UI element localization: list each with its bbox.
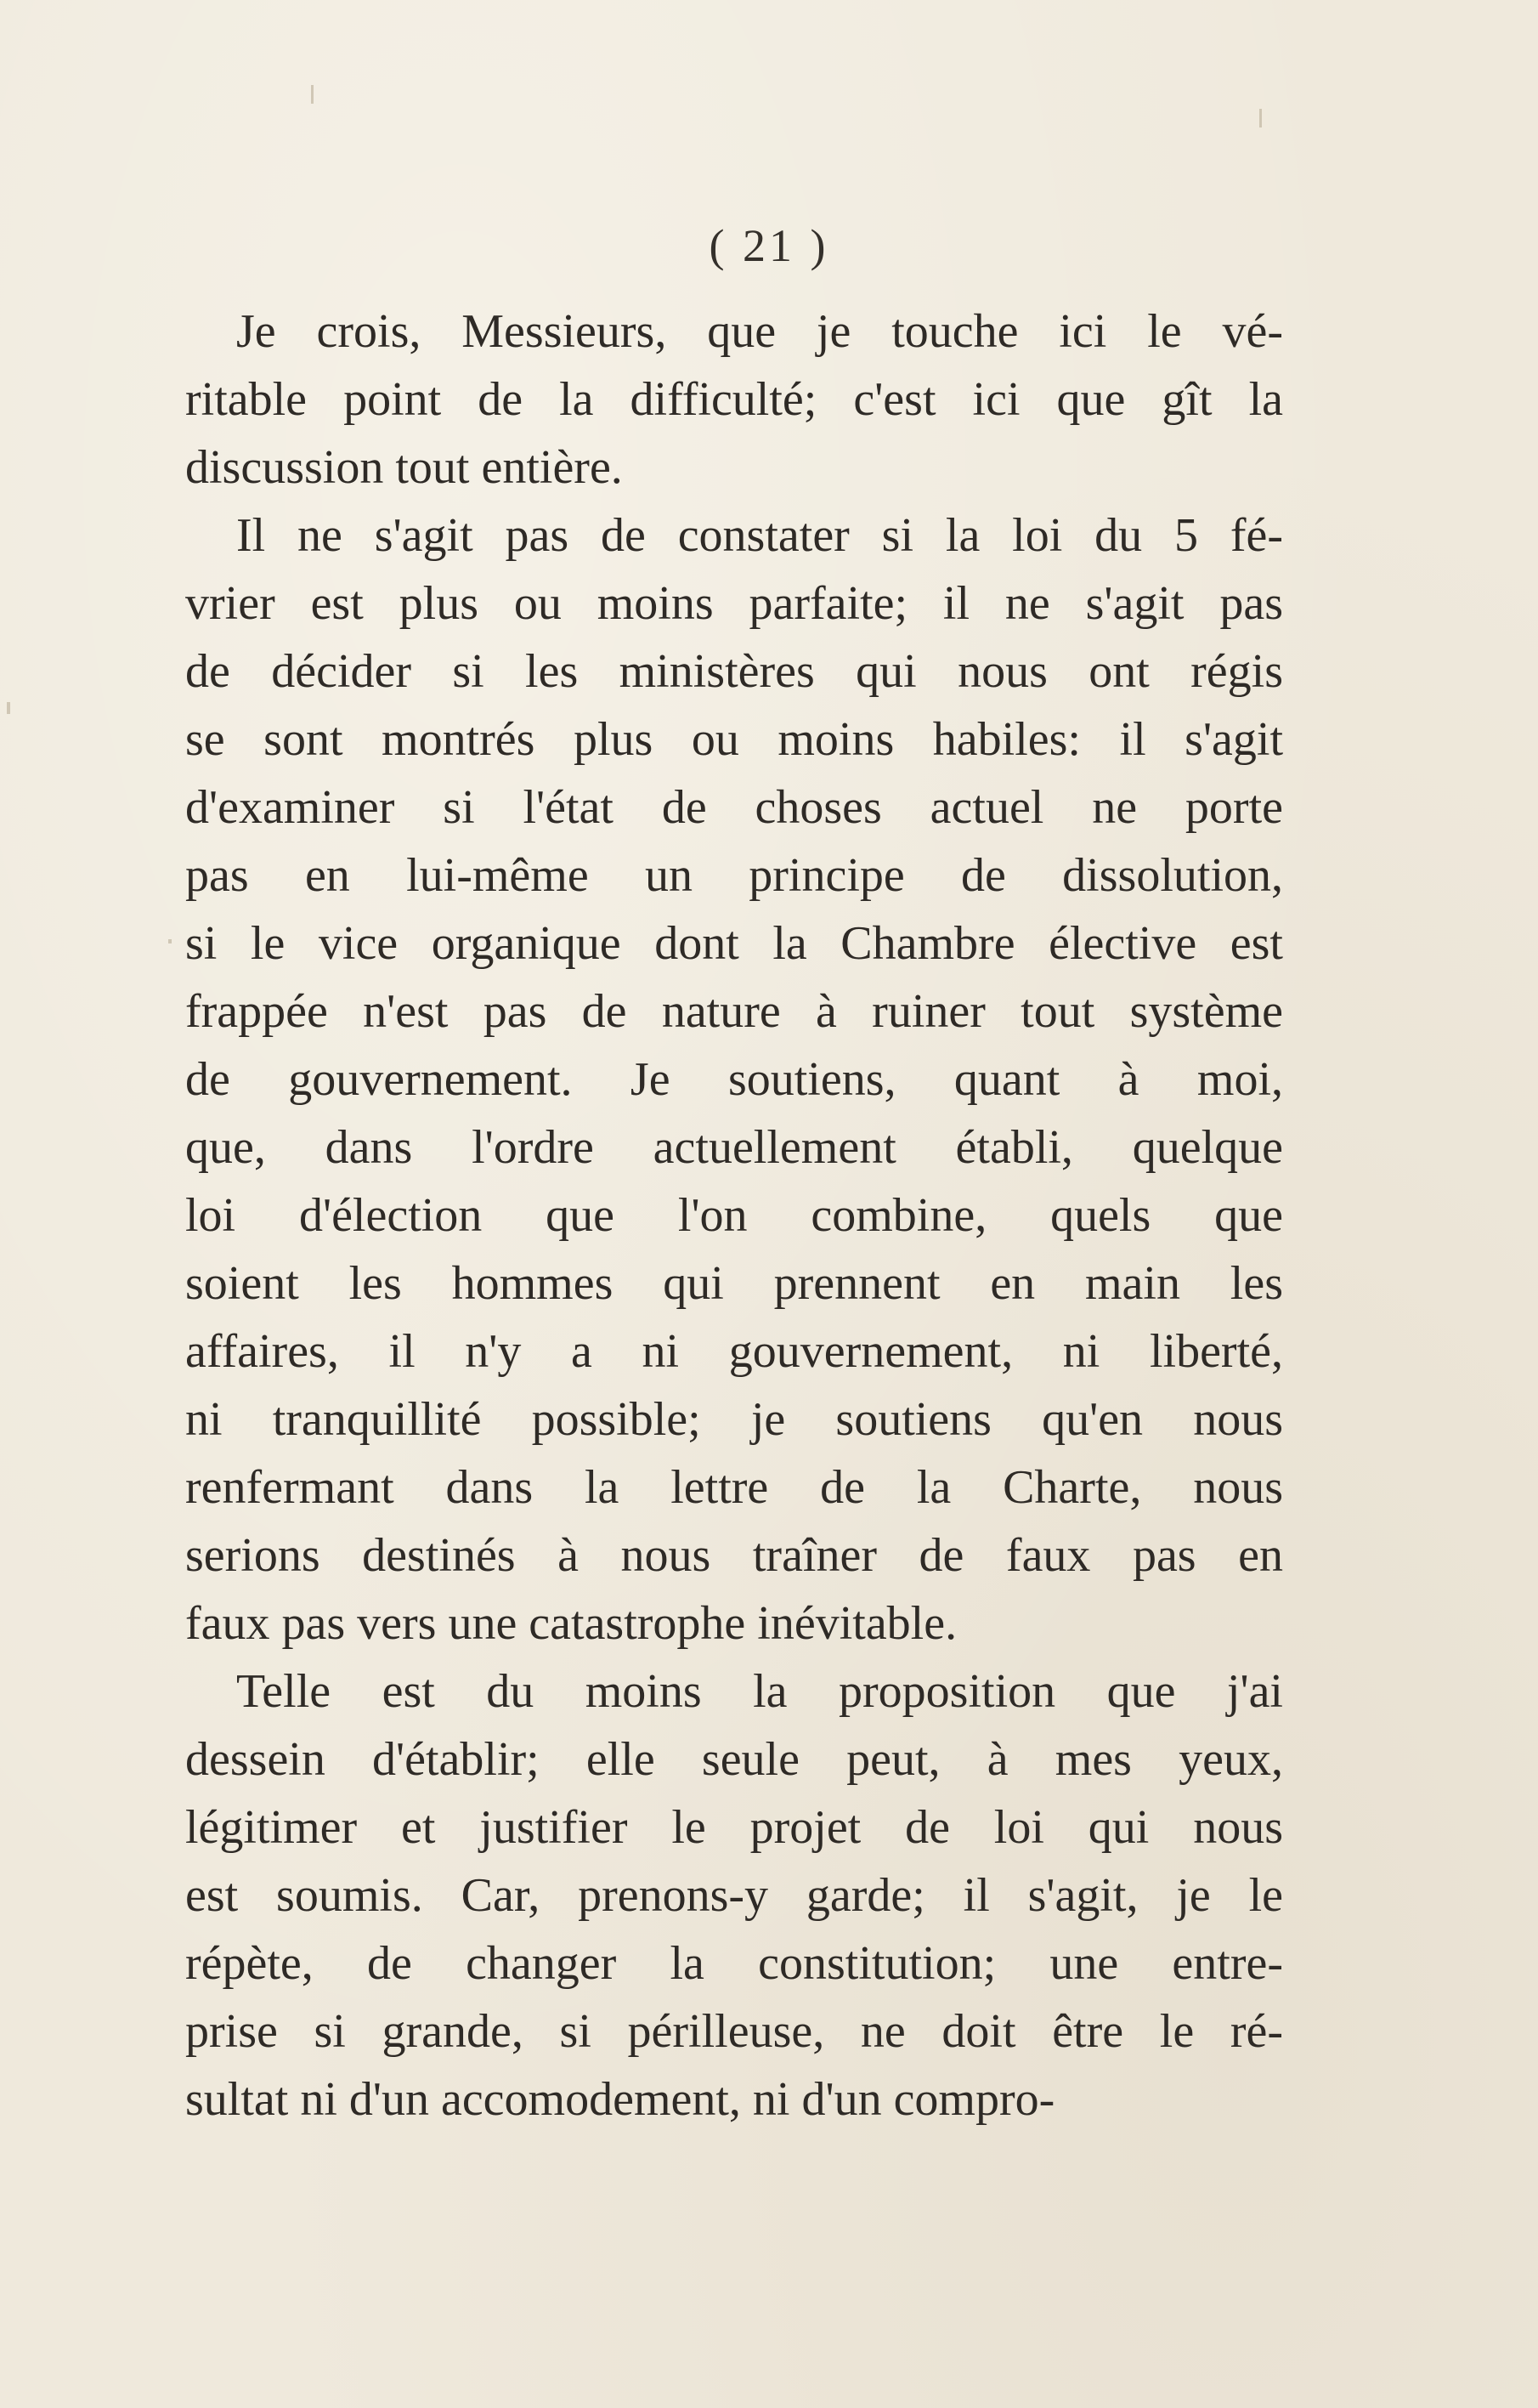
page-number: ( 21 ) xyxy=(709,220,829,271)
paragraph xyxy=(185,1657,1283,2133)
text-line: sultat ni d'un accomodement, ni d'un compro- xyxy=(185,2073,1055,2126)
text-line: dessein d'établir; elle seule peut, à mes yeux, xyxy=(185,1733,1283,1786)
text-line: Il ne s'agit pas de constater si la loi du 5 fé- xyxy=(236,509,1283,562)
text-line: se sont montrés plus ou moins habiles: il s'agit xyxy=(185,713,1283,766)
text-line: ritable point de la difficulté; c'est ici que gît la xyxy=(185,373,1283,426)
text-line: légitimer et justifier le projet de loi qui nous xyxy=(185,1801,1283,1854)
text-line: si le vice organique dont la Chambre élective est xyxy=(185,917,1283,970)
text-line: serions destinés à nous traîner de faux pas en xyxy=(185,1529,1283,1582)
body-text xyxy=(185,297,1283,2133)
text-line: de décider si les ministères qui nous ont régis xyxy=(185,645,1283,698)
paper-speck xyxy=(1259,109,1262,127)
text-line: d'examiner si l'état de choses actuel ne porte xyxy=(185,781,1283,834)
text-line: est soumis. Car, prenons-y garde; il s'agit, je le xyxy=(185,1869,1283,1922)
text-line: discussion tout entière. xyxy=(185,441,623,494)
paper-speck xyxy=(7,702,10,714)
paragraph xyxy=(185,501,1283,1657)
text-line: répète, de changer la constitution; une entre- xyxy=(185,1937,1283,1990)
paper-speck xyxy=(168,939,172,943)
text-line: frappée n'est pas de nature à ruiner tout système xyxy=(185,985,1283,1038)
text-line: affaires, il n'y a ni gouvernement, ni liberté, xyxy=(185,1325,1283,1378)
text-line: prise si grande, si périlleuse, ne doit être le ré- xyxy=(185,2005,1283,2058)
text-line: de gouvernement. Je soutiens, quant à moi, xyxy=(185,1053,1283,1106)
text-line: loi d'élection que l'on combine, quels que xyxy=(185,1189,1283,1242)
text-line: faux pas vers une catastrophe inévitable. xyxy=(185,1597,958,1650)
text-line: Telle est du moins la proposition que j'ai xyxy=(236,1665,1283,1718)
text-line: ni tranquillité possible; je soutiens qu'en nous xyxy=(185,1393,1283,1446)
paragraph xyxy=(185,297,1283,501)
text-line: Je crois, Messieurs, que je touche ici le vé- xyxy=(236,305,1283,358)
text-line: que, dans l'ordre actuellement établi, quelque xyxy=(185,1121,1283,1174)
text-line: vrier est plus ou moins parfaite; il ne s'agit pas xyxy=(185,577,1283,630)
text-line: pas en lui-même un principe de dissolution, xyxy=(185,849,1283,902)
text-line: soient les hommes qui prennent en main les xyxy=(185,1257,1283,1310)
paper-speck xyxy=(311,85,314,104)
text-line: renfermant dans la lettre de la Charte, nous xyxy=(185,1461,1283,1514)
